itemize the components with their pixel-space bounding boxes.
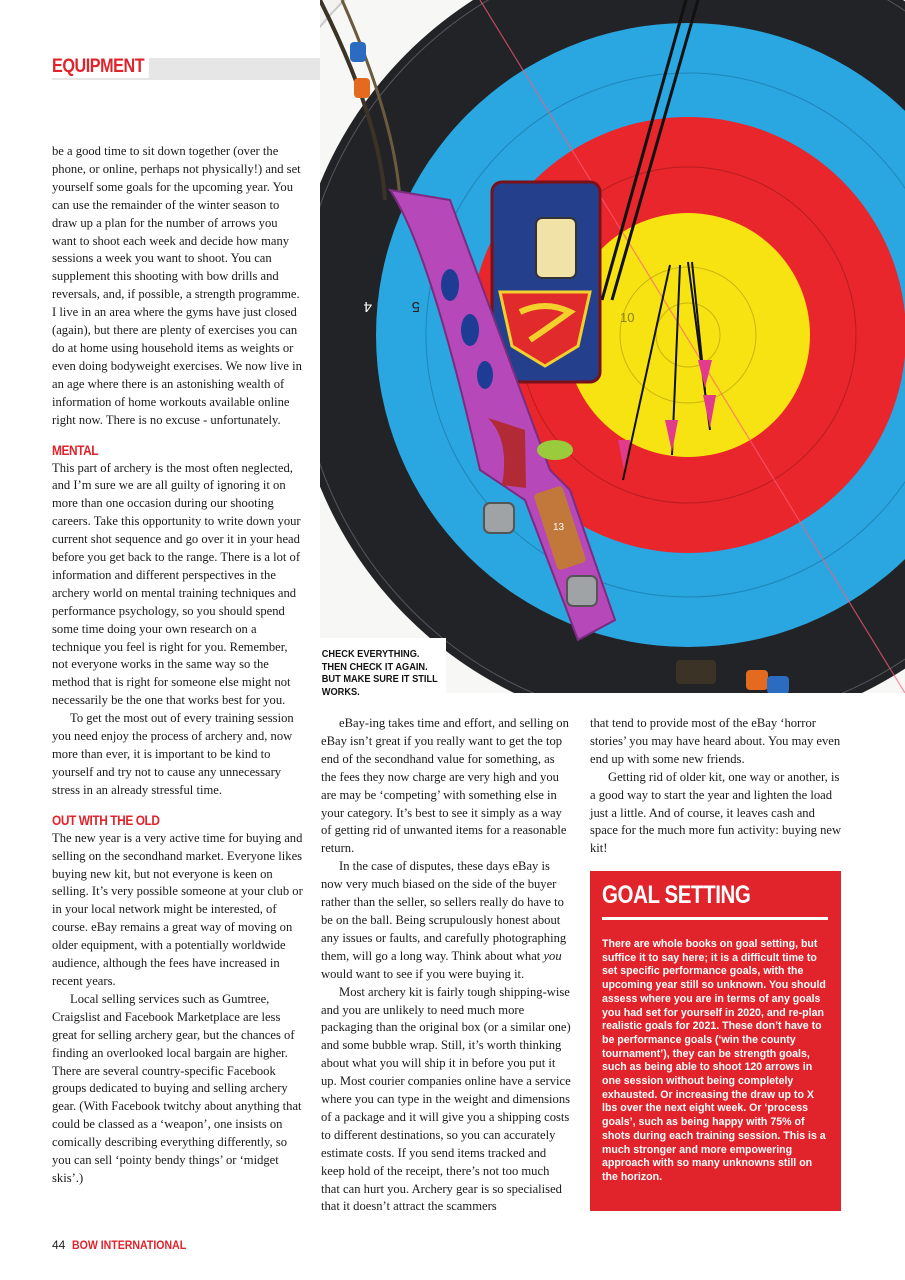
goal-setting-body: There are whole books on goal setting, but suffice it to say here; it is a difficult time to set specific performance goals, with the upcoming year still so unknown. You should assess where you are in terms of any goals you had set for yourself in 2020, and re-plan realistic goals for 2021. These don’t have to be performance goals (‘win the county tournament’), they can be strength goals, such as being able to shoot 120 arrows in one session without being completely exhausted. Or increasing the draw up to X lbs over the next eight week. Or ‘process goals’, such as being happy with 75% of shots during each training session. This is a much stronger and more empowering approach with so many unknowns still on the horizon. [602,938,826,1183]
paragraph: Local selling services such as Gumtree, Craigslist and Facebook Marketplace are less great for selling archery gear, but the chances of finding an overlooked local bargain are higher. There are several country-specific Facebook groups dedicated to buying and selling archery gear. (With Facebook twitchy about anything that could be classed as a ‘weapon’, one insists on comically describing everything differently, so you can sell ‘pointy bendy things’ or ‘midget skis’.) [52,991,302,1185]
column-left [52,143,304,1188]
section-tag [52,58,327,80]
limb-label: 13 [553,522,565,533]
paragraph: To get the most out of every training session you need enjoy the process of archery and, now more than ever, it is important to be kind to yourself and try not to cause any unnecessary stress in an already stressful time. [52,711,294,797]
goal-setting-box [590,871,841,1211]
subheading-mental: MENTAL [52,441,99,458]
paragraph [321,858,571,983]
goal-setting-divider [602,917,828,920]
paragraph: that tend to provide most of the eBay ‘horror stories’ you may have heard about. You may even end up with some new friends. [590,716,841,766]
ring-number-5: 5 [411,298,420,315]
page-number: 44 [52,1238,66,1252]
emphasis-text: you [543,948,562,963]
goal-setting-title: GOAL SETTING [602,881,751,909]
paragraph: This part of archery is the most often neglected, and I’m sure we are all guilty of ignoring it on more than one occasion during our shooting careers. Take this opportunity to write down your current shot sequence and go over it in your head before you get back to the range. There is a lot of information and different perspectives in the archery world on mental training techniques and performance psychology, so you should spend some time doing your own research on a technique you feel is right for you. Remember, not everyone works in the same way so the method that is right for someone else might not necessarily be the one that works best for you. [52,460,301,708]
magazine-name: BOW INTERNATIONAL [71,1238,186,1252]
column-right [590,715,842,858]
photo-caption [320,638,446,696]
page-footer [52,1238,201,1252]
quiver [492,182,600,382]
paragraph-text: In the case of disputes, these days eBay is now very much biased on the side of the buyer rather than the seller, so sellers really do have to be on the ball. Being scrupulously honest about any issues or faults, and carefully photographing them, will go a long way. Think about what [321,859,567,963]
column-middle [321,715,571,1216]
section-label: EQUIPMENT [52,56,149,78]
ring-number-10: 10 [620,310,635,325]
paragraph: Getting rid of older kit, one way or another, is a good way to start the year and lighten the load just a little. And of course, it leaves cash and space for the much more fun activity: buying new kit! [590,769,842,856]
paragraph: eBay-ing takes time and effort, and selling on eBay isn’t great if you really want to get the top end of the secondhand value for something, as the fees they now charge are very high and you are may be ‘competing’ with something else in your category. It’s best to see it simply as a way of getting rid of unwanted items for a reasonable return. [321,716,569,856]
paragraph: Most archery kit is fairly tough shipping-wise and you are unlikely to need much more packaging than the original box (or a similar one) and some bubble wrap. Still, it’s worth thinking about what you will ship it in before you put it up. Most courier companies online have a service where you can type in the weight and dimensions of a package and it will give you a shipping costs to different destinations, so you can accurately estimate costs. If you send items tracked and keep hold of the receipt, there’s not too much that can hurt you. Archery gear is so specialised that it doesn’t attract the scammers [321,984,571,1214]
paragraph-text: would want to see if you were buying it. [321,966,525,981]
photo-caption-text: CHECK EVERYTHING. THEN CHECK IT AGAIN. BUT MAKE SURE IT STILL WORKS. [321,648,438,698]
subheading-out-with-the-old: OUT WITH THE OLD [52,811,160,828]
target-photo-illustration [320,0,905,693]
ring-number-4: 4 [363,298,372,315]
target-photo [320,0,905,693]
archery-target [320,0,905,693]
paragraph: be a good time to sit down together (over the phone, or online, perhaps not physically!) and set yourself some goals for the upcoming year. You can use the remainder of the winter season to draw up a plan for the number of arrows you want to shoot each week and decide how many sessions a week you want to shoot. You can supplement this shooting with bow drills and reversals, and, if possible, a strength programme. I live in an area where the gyms have just closed (again), but there are plenty of exercises you can do at home using household items as weights or even doing bodyweight exercises. We now live in an age where there is an astonishing wealth of information of home workouts available online right now. There is no excuse - unfortunately. [52,144,302,427]
paragraph: The new year is a very active time for buying and selling on the secondhand market. Everyone likes buying new kit, but not everyone is keen on selling. It’s very possible someone at your club or in your local network might be interested, of course. eBay remains a great way of moving on older equipment, with a potentially worldwide audience, although the fees have increased in recent years. [52,830,303,988]
